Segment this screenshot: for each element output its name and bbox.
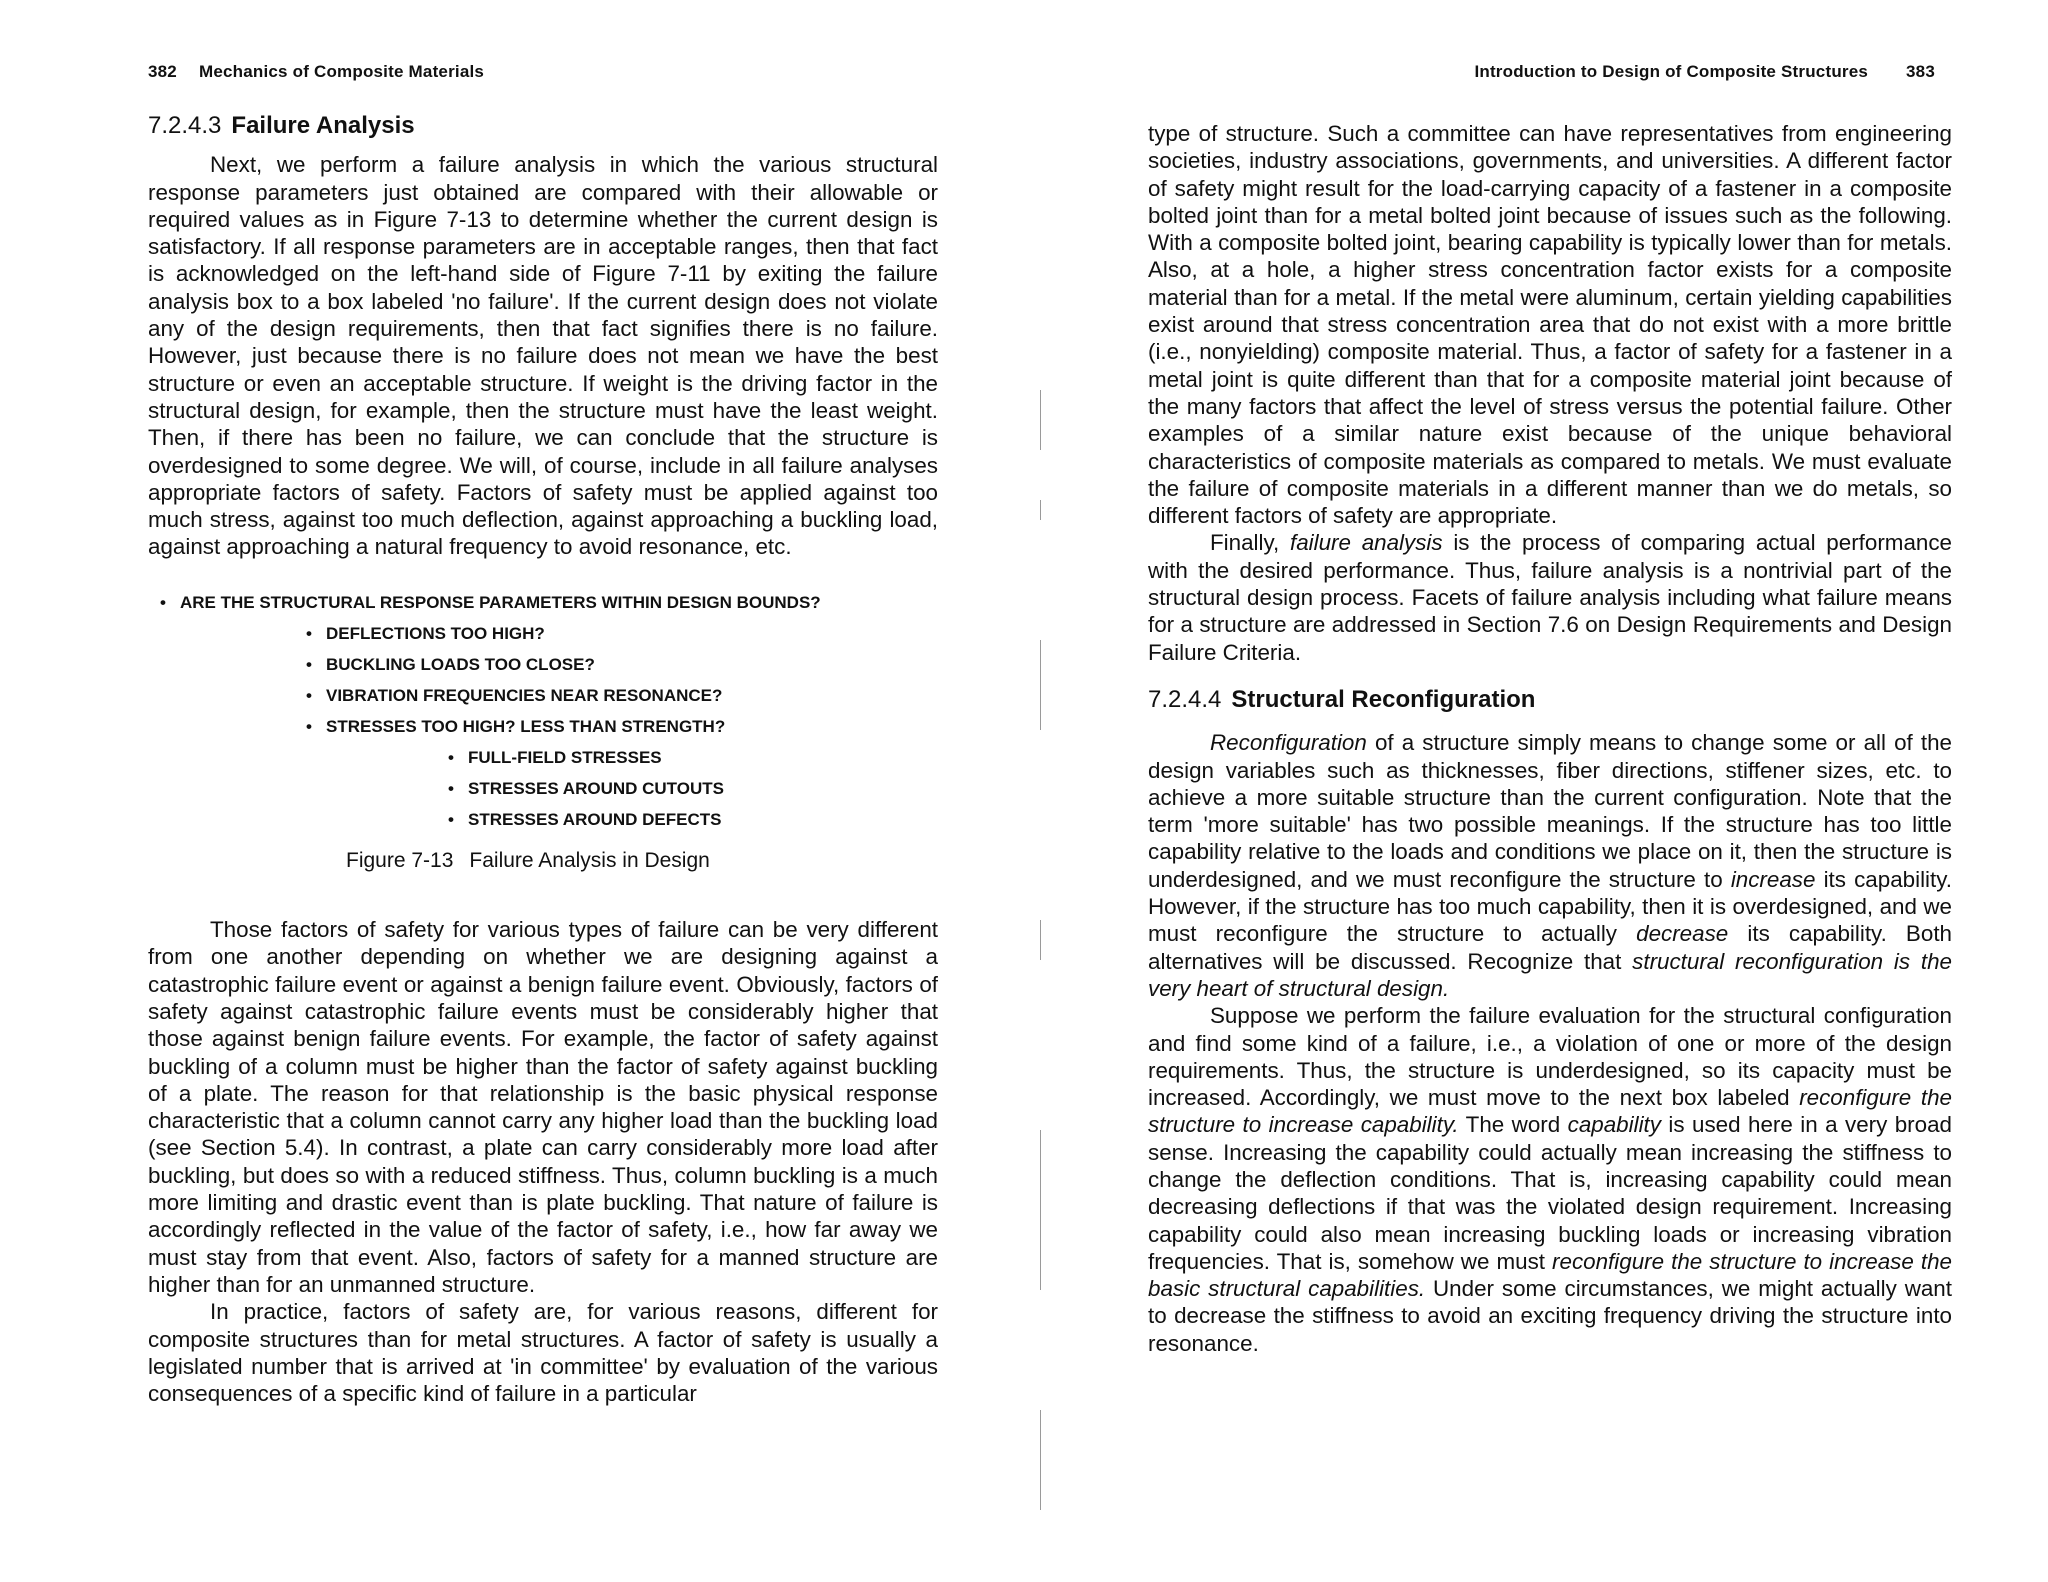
figure-bullet-text: FULL-FIELD STRESSES	[468, 747, 662, 767]
bullet-icon: •	[448, 747, 454, 767]
figure-caption	[148, 847, 938, 874]
emphasis-text: reconfigure the structure to increase capability.	[1148, 1085, 1952, 1138]
right-column	[1148, 120, 1952, 1357]
emphasis-text: reconfigure the structure to increase the basic structural capabilities.	[1148, 1248, 1952, 1302]
text-run: is used here in a very broad sense. Increasing the capability could actually mean increasing the stiffness to change the deflection conditions. That is, increasing capability could mean decreasing deflections if that was the violated design requirement. Increasing capability could also mean increasing buckling loads or increasing vibration frequencies. That is, somehow we must	[1148, 1112, 1952, 1274]
figure-bullet-item	[148, 649, 938, 680]
paragraph: In practice, factors of safety are, for various reasons, different for composite structures than for metal structures. A factor of safety is usually a legislated number that is arrived at 'in committee' by evaluation of the various consequences of a specific kind of failure in a particular	[148, 1299, 938, 1407]
left-column	[148, 112, 938, 1407]
section-number: 7.2.4.4	[1148, 685, 1222, 713]
text-run: of a structure simply means to change some or all of the design variables such as thicknesses, fiber directions, stiffener sizes, etc. to achieve a more suitable structure than the current configuration. Note that the term 'more suitable' has two possible meanings. If the structure has too little capability relative to the loads and conditions we place on it, then the structure is underdesigned, and we must reconfigure the structure to	[1148, 730, 1952, 892]
figure-bullet-item	[148, 773, 938, 804]
figure-bullet-text: STRESSES AROUND CUTOUTS	[468, 778, 724, 798]
bullet-icon: •	[448, 778, 454, 798]
running-head-title-right: Introduction to Design of Composite Structures	[1474, 62, 1869, 81]
section-heading-failure-analysis	[148, 112, 938, 139]
paragraph-suppose	[1148, 1002, 1952, 1357]
paragraph: Next, we perform a failure analysis in which the various structural response parameters just obtained are compared with their allowable or required values as in Figure 7-13 to determine whether the current design is satisfactory. If all response parameters are in acceptable ranges, then that fact is acknowledged on the left-hand side of Figure 7-11 by exiting the failure analysis box to a box labeled 'no failure'. If the current design does not violate any of the design requirements, then that fact signifies there is no failure. However, just because there is no failure does not mean we have the best structure or even an acceptable structure. If weight is the driving factor in the structural design, for example, then the structure must have the least weight. Then, if there has been no failure, we can conclude that the structure is overdesigned to some degree. We will, of course, include in all failure analyses appropriate factors of safety. Factors of safety must be applied against too much stress, against too much deflection, against approaching a buckling load, against approaching a natural frequency to avoid resonance, etc.	[148, 152, 938, 560]
text-run: Finally,	[1210, 530, 1290, 556]
paragraph-reconfiguration	[1148, 729, 1952, 1002]
figure-bullet-item	[148, 711, 938, 742]
paragraph-finally	[1148, 529, 1952, 665]
bullet-icon: •	[306, 716, 312, 736]
text-run: its capability. Both alternatives will be discussed. Recognize that	[1148, 921, 1952, 974]
figure-bullet-text: STRESSES TOO HIGH? LESS THAN STRENGTH?	[326, 716, 726, 736]
text-run: The word	[1458, 1112, 1568, 1138]
emphasis-text: Reconfiguration	[1210, 730, 1367, 756]
paragraph: Those factors of safety for various types of failure can be very different from one another depending on whether we are designing against a catastrophic failure event or against a benign failure event. Obviously, factors of safety against catastrophic failure events must be considerably higher that those against benign failure events. For example, the factor of safety against buckling of a column must be higher than the factor of safety against buckling of a plate. The reason for that relationship is the basic physical response characteristic that a column cannot carry any higher load than the buckling load (see Section 5.4). In contrast, a plate can carry considerably more load after buckling, but does so with a reduced stiffness. Thus, column buckling is a much more limiting and drastic event than is plate buckling. That nature of failure is accordingly reflected in the value of the factor of safety, i.e., how far away we must stay from that event. Also, factors of safety for a manned structure are higher than for an unmanned structure.	[148, 917, 938, 1297]
section-heading-structural-reconfiguration	[1148, 686, 1952, 713]
figure-caption-number: Figure 7-13	[346, 848, 454, 872]
figure-bullet-item	[148, 804, 938, 835]
figure-caption-text: Failure Analysis in Design	[469, 848, 710, 872]
figure-bullet-text: DEFLECTIONS TOO HIGH?	[326, 623, 545, 643]
figure-bullet-item	[148, 587, 938, 618]
figure-bullet-item	[148, 680, 938, 711]
figure-bullet-text: BUCKLING LOADS TOO CLOSE?	[326, 654, 595, 674]
section-title: Failure Analysis	[231, 112, 415, 139]
running-head-left	[148, 62, 948, 82]
text-run: Suppose we perform the failure evaluation for the structural configuration and find some kind of a failure, i.e., a violation of one or more of the design requirements. Thus, the structure is underdesigned, so its capacity must be increased. Accordingly, we must move to the next box labeled	[1148, 1003, 1952, 1111]
page-number-right: 383	[1906, 62, 1935, 81]
emphasis-text: decrease	[1636, 921, 1729, 947]
bullet-icon: •	[306, 685, 312, 705]
section-title: Structural Reconfiguration	[1231, 685, 1536, 713]
figure-bullet-item	[148, 742, 938, 773]
figure-bullet-item	[148, 618, 938, 649]
figure-7-13	[148, 587, 938, 874]
figure-bullet-text: STRESSES AROUND DEFECTS	[468, 809, 722, 829]
bullet-icon: •	[306, 623, 312, 643]
figure-bullet-text: VIBRATION FREQUENCIES NEAR RESONANCE?	[326, 685, 723, 705]
figure-bullet-text: ARE THE STRUCTURAL RESPONSE PARAMETERS WITHIN DESIGN BOUNDS?	[180, 592, 821, 612]
text-run: Under some circumstances, we might actually want to decrease the stiffness to avoid an exciting frequency driving the structure into resonance.	[1148, 1276, 1952, 1356]
emphasis-text: structural reconfiguration is the very heart of structural design.	[1148, 948, 1953, 1001]
text-run: is the process of comparing actual performance with the desired performance. Thus, failure analysis is a nontrivial part of the structural design process. Facets of failure analysis including what failure means for a structure are addressed in Section 7.6 on Design Requirements and Design Failure Criteria.	[1148, 530, 1952, 665]
emphasis-text: increase	[1730, 866, 1816, 892]
bullet-icon: •	[448, 809, 454, 829]
text-run: its capability. However, if the structure has too much capability, then it is overdesigned, and we must reconfigure the structure to actually	[1148, 866, 1952, 947]
page-number-left: 382	[148, 62, 177, 81]
bullet-icon: •	[160, 592, 166, 612]
paragraph: type of structure. Such a committee can have representatives from engineering societies, industry associations, governments, and universities. A different factor of safety might result for the load-carrying capacity of a fastener in a composite bolted joint than for a metal bolted joint because of issues such as the following. With a composite bolted joint, bearing capability is typically lower than for metals. Also, at a hole, a higher stress concentration factor exists for a composite material than for a metal. If the metal were aluminum, certain yielding capabilities exist around that stress concentration area that do not exist with a more brittle (i.e., nonyielding) composite material. Thus, a factor of safety for a fastener in a metal joint is quite different than that for a composite material joint because of the many factors that affect the level of stress versus the potential failure. Other examples of a similar nature exist because of the unique behavioral characteristics of composite materials as compared to metals. We must evaluate the failure of composite materials in a different manner than we do metals, so different factors of safety are appropriate.	[1148, 121, 1952, 529]
running-head-right	[1024, 62, 1935, 82]
section-number: 7.2.4.3	[148, 112, 222, 139]
running-head-title-left: Mechanics of Composite Materials	[198, 62, 485, 81]
emphasis-text: failure analysis	[1289, 530, 1443, 556]
bullet-icon: •	[306, 654, 312, 674]
emphasis-text: capability	[1567, 1112, 1661, 1138]
